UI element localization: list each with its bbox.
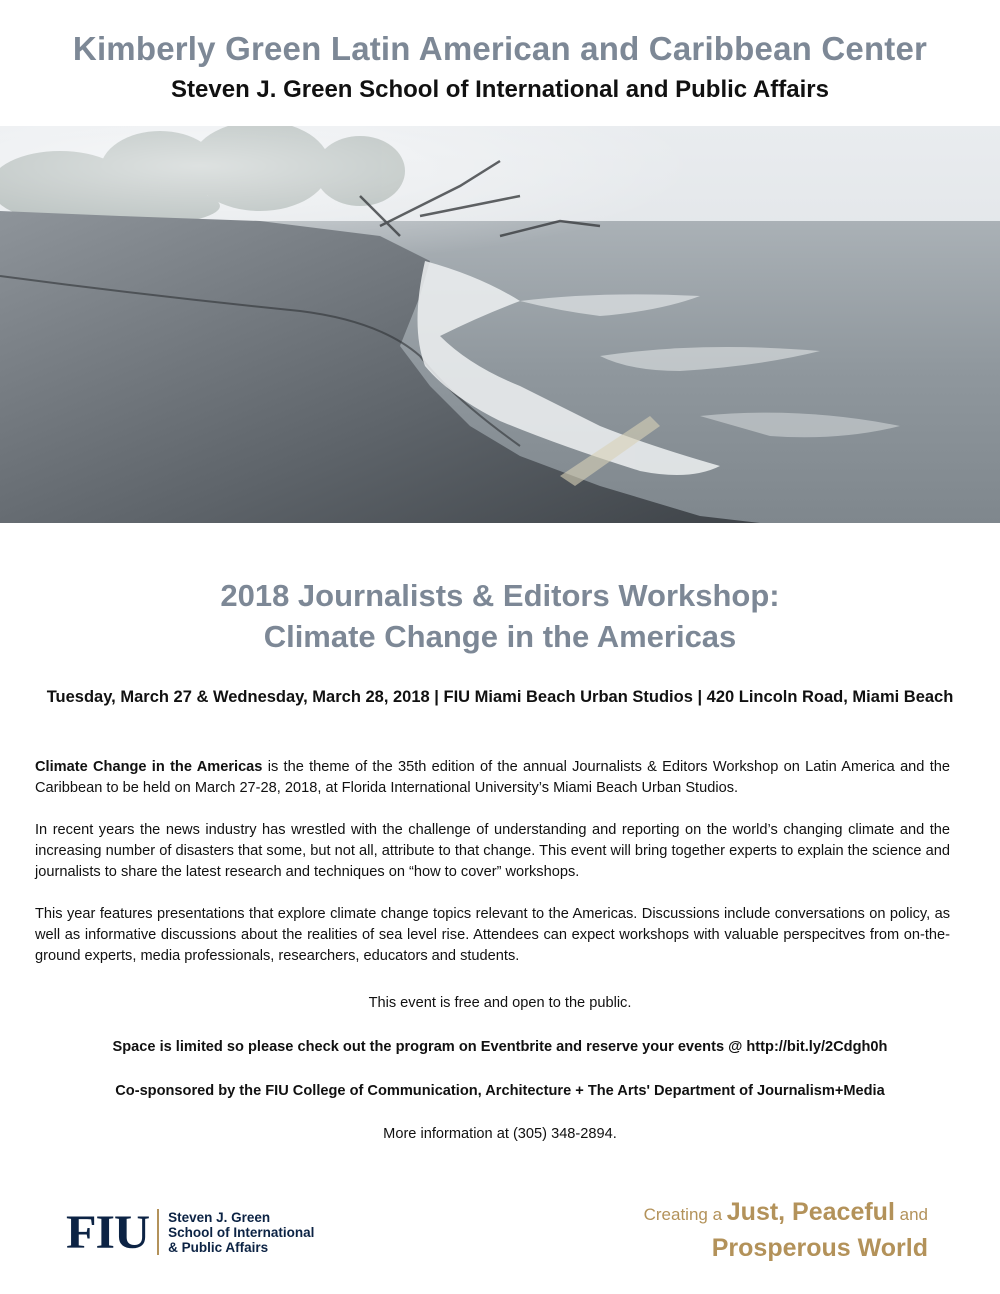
hero-image: [0, 126, 1000, 523]
workshop-title: [0, 575, 1000, 657]
coastal-erosion-photo-icon: [0, 126, 1000, 523]
fiu-logo: [66, 1207, 314, 1257]
free-event-note: This event is free and open to the public.: [368, 995, 632, 1011]
slogan: [644, 1196, 928, 1268]
slogan-just-peaceful: Just, Peaceful: [726, 1198, 895, 1226]
contact-info: More information at (305) 348-2894.: [383, 1126, 617, 1142]
paragraph-program: This year features presentations that explore climate change topics relevant to the Americas. Discussions include conversations on policy, as well as informative discussions about the realities of sea level rise. Attendees can expect workshops with valuable perspecitves from on-the-ground experts, media professionals, researchers, educators and students.: [35, 906, 950, 964]
logo-line-3: & Public Affairs: [168, 1239, 269, 1255]
theme-name: Climate Change in the Americas: [35, 759, 263, 775]
paragraph-context: In recent years the news industry has wrestled with the challenge of understanding and reporting on the world’s changing climate and the increasing number of disasters that some, but not all, attribute to that change. This event will bring together experts to explain the science and journalists to share the latest research and techniques on “how to cover” workshops.: [35, 822, 950, 880]
paragraph-intro-text: is the theme of the 35th edition of the annual Journalists & Editors Workshop on Latin America and the Caribbean to be held on March 27-28, 2018, at Florida International University’s Miami Beach Urban Studios.: [35, 759, 950, 796]
slogan-line-1: [644, 1196, 928, 1232]
workshop-title-line1: 2018 Journalists & Editors Workshop:: [220, 578, 780, 613]
slogan-and: and: [894, 1205, 928, 1224]
logo-line-2: School of International: [168, 1224, 315, 1240]
slogan-world: World: [857, 1234, 928, 1262]
school-subtitle: Steven J. Green School of International and Public Affairs: [171, 76, 829, 103]
event-details: Tuesday, March 27 & Wednesday, March 28, 2018 | FIU Miami Beach Urban Studios | 420 Lincoln Road, Miami Beach: [46, 688, 954, 706]
registration-note[interactable]: Space is limited so please check out the program on Eventbrite and reserve your events @ http://bit.ly/2Cdgh0h: [112, 1039, 888, 1055]
logo-school-name: [168, 1210, 314, 1255]
fiu-logo-mark: FIU: [66, 1205, 150, 1259]
paragraph-intro: [35, 757, 950, 799]
slogan-creating: Creating a: [643, 1205, 727, 1224]
slogan-line-2: [644, 1232, 928, 1268]
workshop-title-line2: Climate Change in the Americas: [263, 619, 737, 654]
center-title: Kimberly Green Latin American and Caribbean Center: [72, 30, 928, 67]
event-description: [35, 757, 950, 988]
slogan-prosperous: Prosperous: [711, 1234, 858, 1262]
cosponsor-note: Co-sponsored by the FIU College of Communication, Architecture + The Arts' Department of Journalism+Media: [115, 1083, 885, 1099]
logo-line-1: Steven J. Green: [168, 1209, 271, 1225]
logo-divider: [157, 1209, 159, 1255]
